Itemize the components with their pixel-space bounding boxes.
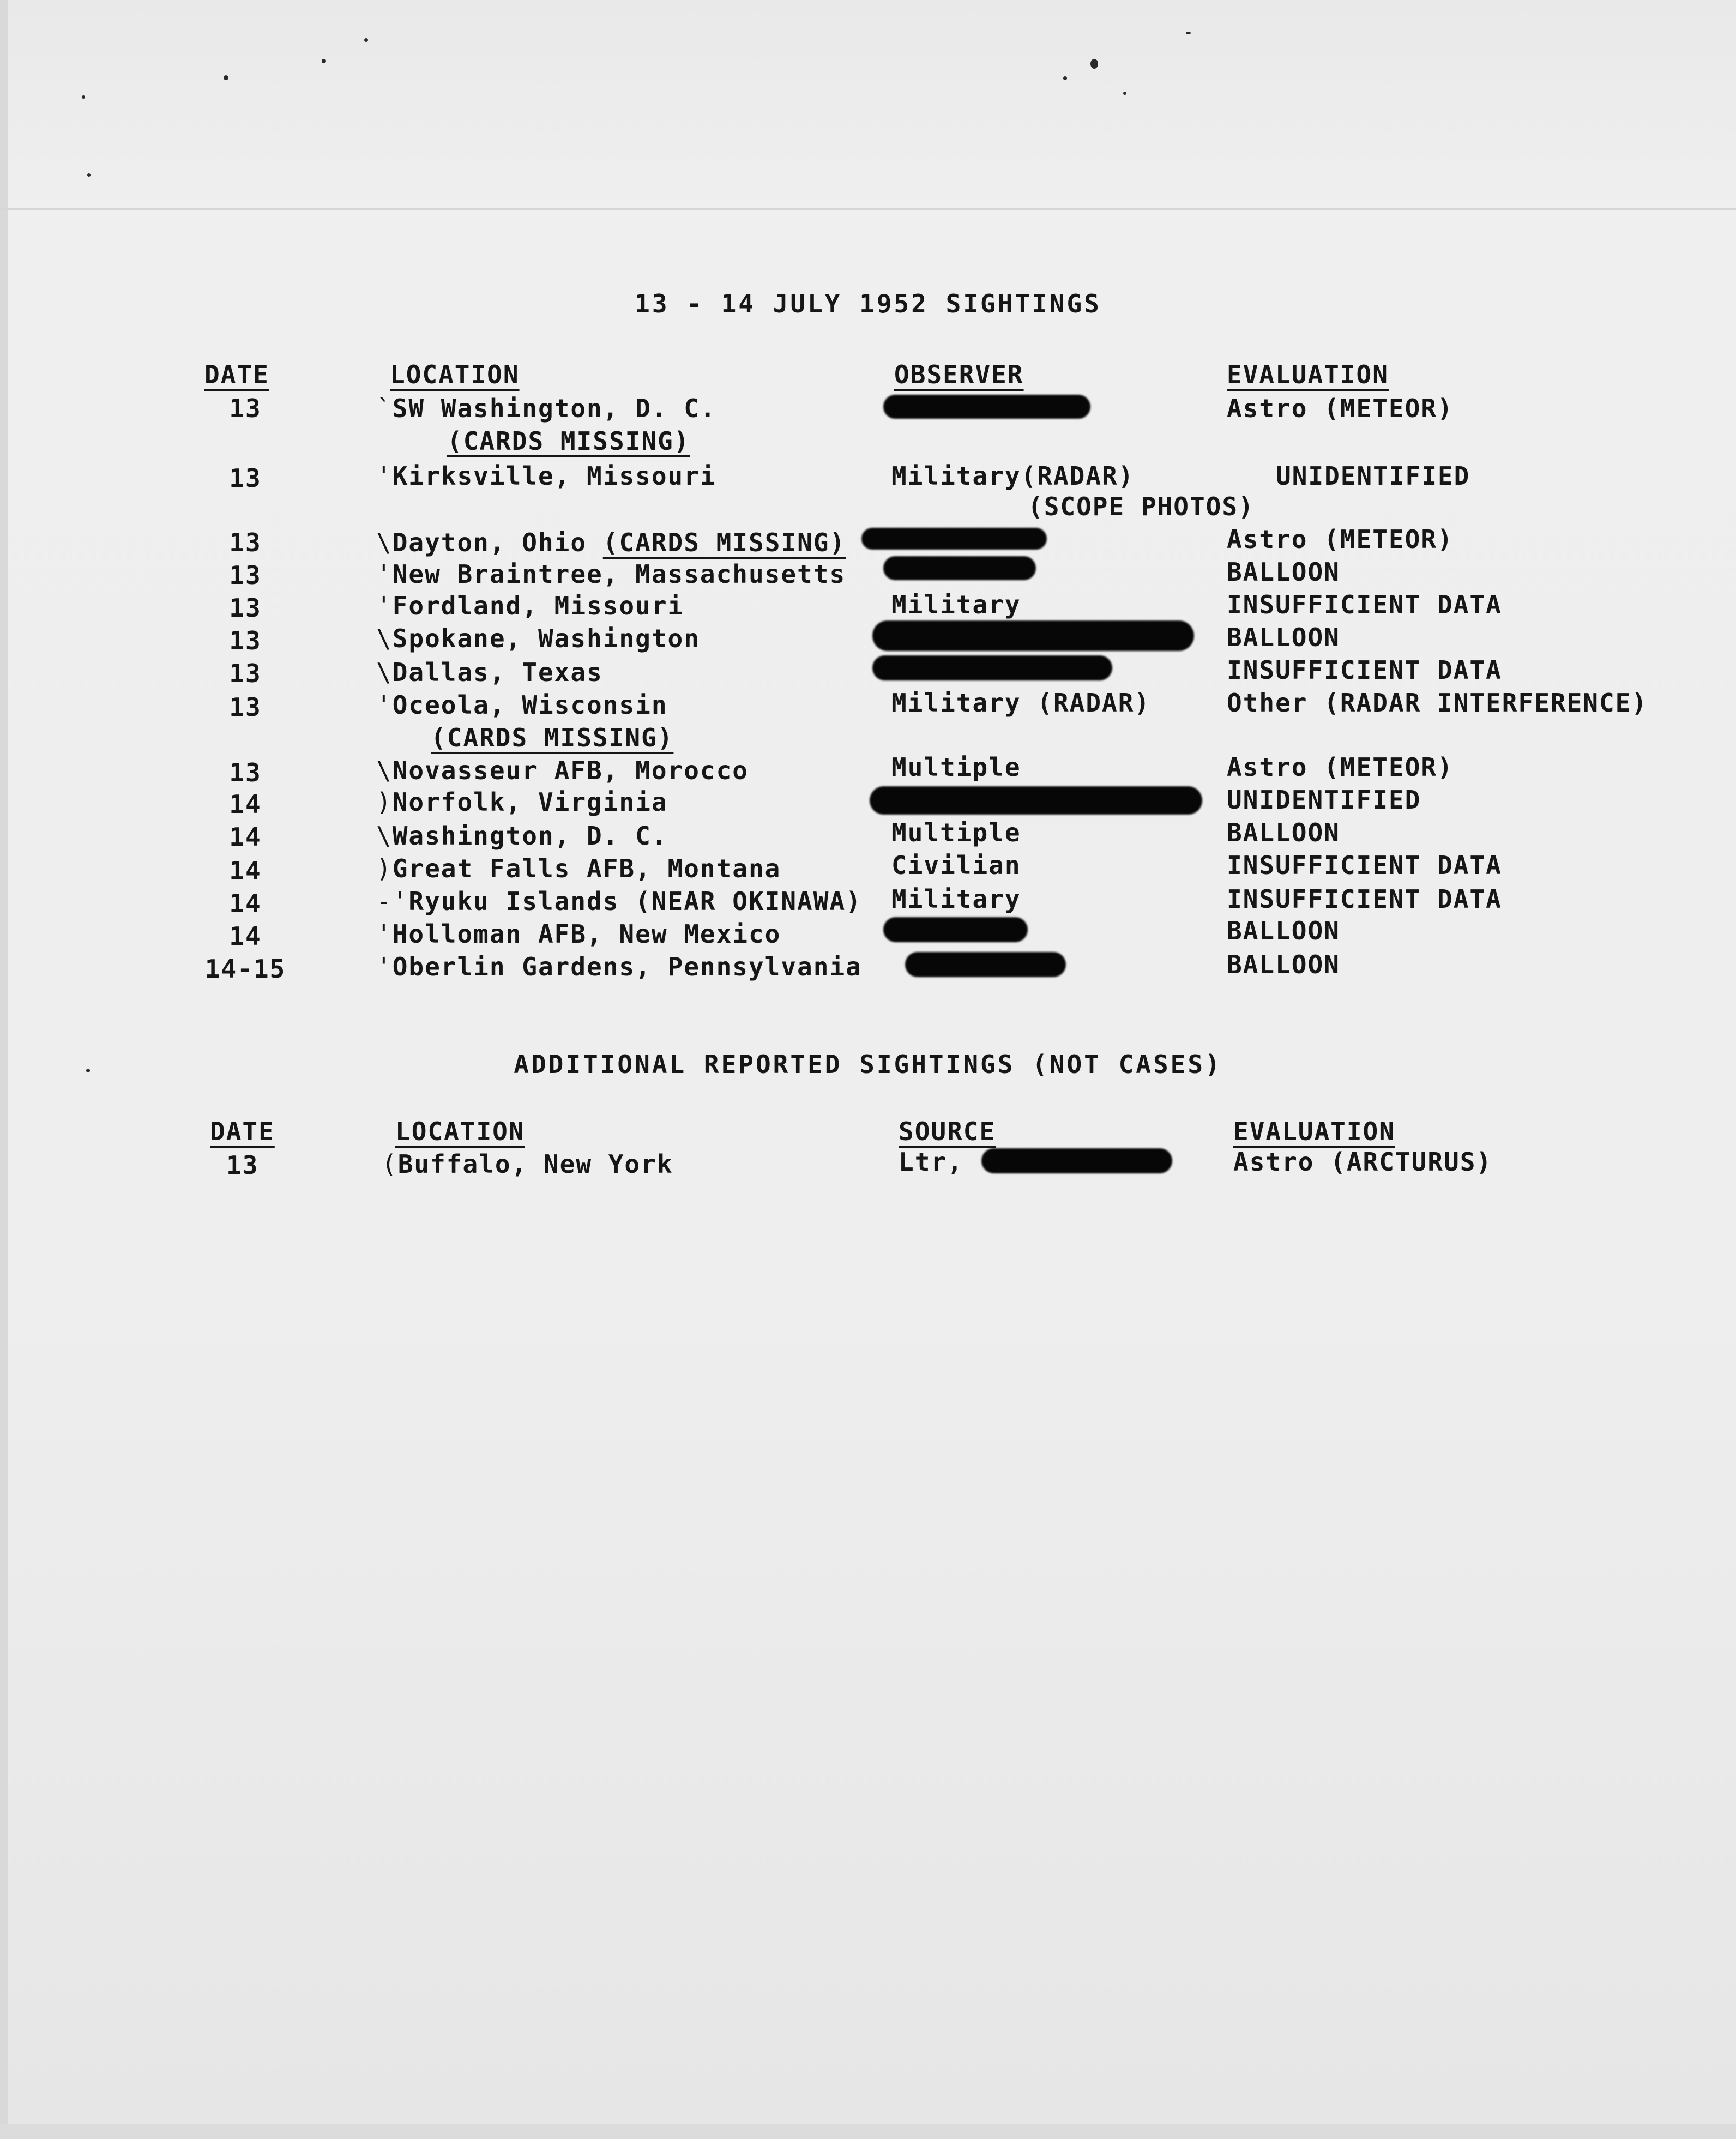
sighting-location: \Spokane, Washington xyxy=(376,624,700,653)
page-title: 13 - 14 JULY 1952 SIGHTINGS xyxy=(635,289,1101,318)
scan-speck xyxy=(364,38,368,42)
sighting-location: 'Oceola, Wisconsin xyxy=(376,690,668,720)
sighting-date: 13 xyxy=(229,463,262,493)
scan-speck xyxy=(1090,59,1098,69)
sighting-evaluation: Other (RADAR INTERFERENCE) xyxy=(1227,688,1648,718)
sighting-date: 13 xyxy=(229,528,262,557)
sighting-observer: Civilian xyxy=(891,851,1021,880)
scan-speck xyxy=(1186,32,1191,34)
sighting-observer: Multiple xyxy=(891,752,1021,782)
sighting-location: \Novasseur AFB, Morocco xyxy=(376,756,749,785)
sighting-date: 14 xyxy=(229,889,262,918)
redaction-mark xyxy=(883,556,1036,580)
sighting-location: 'Oberlin Gardens, Pennsylvania xyxy=(376,952,862,981)
scan-edge-bottom xyxy=(0,2124,1736,2139)
sighting-evaluation: Astro (METEOR) xyxy=(1227,394,1454,423)
redaction-mark xyxy=(870,786,1202,815)
column-header-observer: OBSERVER xyxy=(894,360,1024,389)
sighting-date: 14 xyxy=(229,790,262,819)
sighting-date: 13 xyxy=(229,394,262,423)
sighting-observer: Military xyxy=(891,590,1021,619)
column-header-date: DATE xyxy=(204,360,269,389)
scan-speck xyxy=(1063,76,1067,80)
paper-fold-line xyxy=(0,208,1736,210)
redaction-mark xyxy=(872,655,1112,680)
sighting-date: 13 xyxy=(229,758,262,787)
scan-speck xyxy=(87,173,91,177)
additional-sightings-title: ADDITIONAL REPORTED SIGHTINGS (NOT CASES) xyxy=(514,1050,1222,1079)
sighting-date: 13 xyxy=(229,626,262,655)
sighting-date: 14 xyxy=(229,921,262,951)
additional-date: 13 xyxy=(226,1150,259,1180)
sighting-date: 13 xyxy=(229,659,262,688)
sighting-date: 13 xyxy=(229,692,262,722)
sighting-observer: Military xyxy=(891,884,1021,914)
sighting-evaluation: Astro (METEOR) xyxy=(1227,525,1454,554)
sighting-evaluation: INSUFFICIENT DATA xyxy=(1227,655,1502,685)
sighting-location: `SW Washington, D. C. xyxy=(376,394,716,423)
sighting-date: 14 xyxy=(229,856,262,885)
sighting-evaluation: INSUFFICIENT DATA xyxy=(1227,590,1502,619)
scan-speck xyxy=(322,59,326,63)
sighting-evaluation: INSUFFICIENT DATA xyxy=(1227,851,1502,880)
sighting-evaluation: Astro (METEOR) xyxy=(1227,752,1454,782)
sighting-date: 14 xyxy=(229,822,262,852)
column-header-location: LOCATION xyxy=(390,360,520,389)
sighting-evaluation: BALLOON xyxy=(1227,950,1340,979)
sighting-location: 'Fordland, Missouri xyxy=(376,591,684,620)
sighting-evaluation: BALLOON xyxy=(1227,557,1340,587)
additional-header-evaluation: EVALUATION xyxy=(1233,1117,1395,1146)
scan-speck xyxy=(224,75,228,80)
sighting-location: \Dallas, Texas xyxy=(376,658,603,687)
sighting-date: 13 xyxy=(229,561,262,590)
sighting-date: 13 xyxy=(229,593,262,623)
sighting-location: -'Ryuku Islands (NEAR OKINAWA) xyxy=(376,887,862,916)
redaction-mark xyxy=(861,528,1047,550)
sighting-location: \Dayton, Ohio (CARDS MISSING) xyxy=(376,528,846,557)
redaction-mark xyxy=(883,395,1090,419)
additional-evaluation: Astro (ARCTURUS) xyxy=(1233,1147,1493,1177)
sighting-evaluation: UNIDENTIFIED xyxy=(1276,461,1470,491)
redaction-mark xyxy=(872,620,1194,651)
additional-header-location: LOCATION xyxy=(395,1117,525,1146)
sighting-observer: Military(RADAR) xyxy=(891,461,1135,491)
column-header-evaluation: EVALUATION xyxy=(1227,360,1389,389)
sighting-date: 14-15 xyxy=(204,954,286,984)
sighting-location: \Washington, D. C. xyxy=(376,821,668,851)
sighting-evaluation: BALLOON xyxy=(1227,916,1340,945)
scan-speck xyxy=(82,95,85,99)
cards-missing-note: (CARDS MISSING) xyxy=(447,426,690,456)
redaction-mark xyxy=(905,952,1066,977)
sighting-location: 'New Braintree, Massachusetts xyxy=(376,559,846,589)
sighting-location: 'Holloman AFB, New Mexico xyxy=(376,919,781,949)
sighting-observer: Multiple xyxy=(891,818,1021,847)
additional-source: Ltr, xyxy=(899,1147,963,1177)
additional-location: (Buffalo, New York xyxy=(382,1149,673,1179)
additional-header-date: DATE xyxy=(210,1117,275,1146)
scan-speck xyxy=(1123,92,1126,95)
redaction-mark xyxy=(883,917,1028,942)
scope-photos-note: (SCOPE PHOTOS) xyxy=(1028,492,1255,521)
sighting-evaluation: UNIDENTIFIED xyxy=(1227,785,1421,815)
sighting-location: 'Kirksville, Missouri xyxy=(376,461,716,491)
redaction-mark xyxy=(981,1148,1172,1173)
sighting-location: )Great Falls AFB, Montana xyxy=(376,854,781,883)
cards-missing-note: (CARDS MISSING) xyxy=(431,723,674,752)
sighting-observer: Military (RADAR) xyxy=(891,688,1151,718)
additional-header-source: SOURCE xyxy=(899,1117,996,1146)
sighting-location: )Norfolk, Virginia xyxy=(376,787,668,817)
sighting-evaluation: BALLOON xyxy=(1227,818,1340,847)
sighting-evaluation: INSUFFICIENT DATA xyxy=(1227,884,1502,914)
sighting-evaluation: BALLOON xyxy=(1227,623,1340,652)
